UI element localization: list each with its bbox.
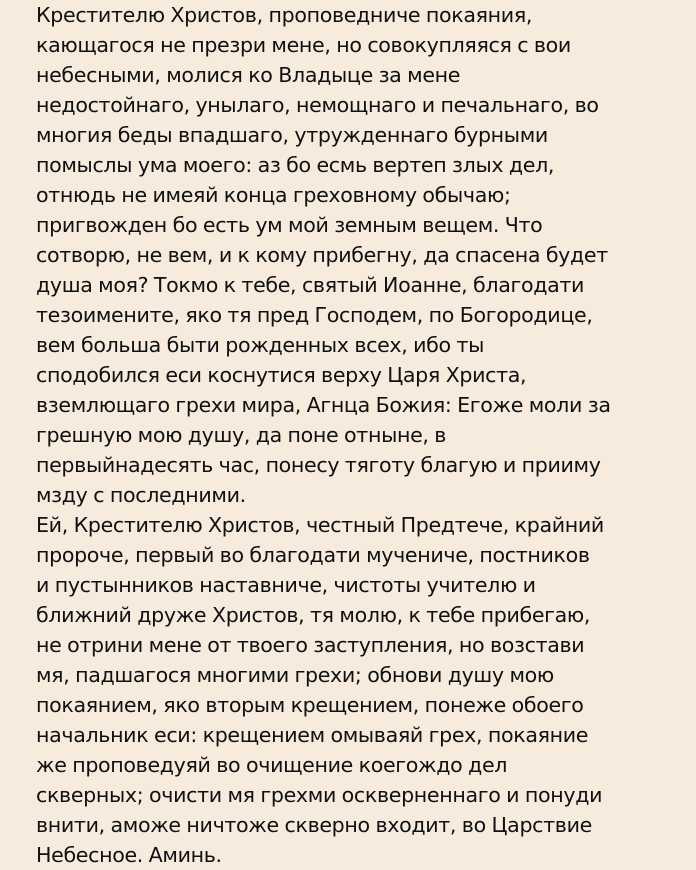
text-line: внити, аможе ничтоже скверно входит, во Царствие [36,813,592,837]
text-line: скверных; очисти мя грехми оскверненнаго и понуди [36,783,603,807]
paragraph-1 [36,0,672,510]
text-line: ближний друже Христов, тя молю, к тебе прибегаю, [36,603,591,627]
text-line: отнюдь не имеяй конца греховному обычаю; [36,183,511,207]
text-line: не отрини мене от твоего заступления, но возстави [36,633,585,657]
text-line: помыслы ума моего: аз бо есмь вертеп злых дел, [36,153,555,177]
text-line: покаянием, яко вторым крещением, понеже обоего [36,693,584,717]
text-line: тезоимените, яко тя пред Господем, по Богородице, [36,303,593,327]
text-line: пригвожден бо есть ум мой земным вещем. Что [36,213,543,237]
text-line: небесными, молися ко Владыце за мене [36,63,461,87]
text-line: Ей, Крестителю Христов, честный Предтече, крайний [36,513,604,537]
text-line: Небесное. Аминь. [36,843,222,867]
text-line: мзду с последними. [36,483,246,507]
text-line: вем больша быти рожденных всех, ибо ты [36,333,485,357]
text-line: недостойнаго, унылаго, немощнаго и печальнаго, во [36,93,599,117]
text-line: и пустынников наставниче, чистоты учителю и [36,573,536,597]
text-line: душа моя? Токмо к тебе, святый Иоанне, благодати [36,273,585,297]
text-line: первыйнадесять час, понесу тяготу благую и прииму [36,453,601,477]
text-line: сподобился еси коснутися верху Царя Христа, [36,363,527,387]
text-line: многия беды впадшаго, утружденнаго бурными [36,123,548,147]
text-line: грешную мою душу, да поне отныне, в [36,423,447,447]
text-line: мя, падшагося многими грехи; обнови душу мою [36,663,554,687]
text-line: же проповедуяй во очищение коегождо дел [36,753,508,777]
text-line: начальник еси: крещением омываяй грех, покаяние [36,723,589,747]
text-line: сотворю, не вем, и к кому прибегну, да спасена будет [36,243,608,267]
text-line: вземлющаго грехи мира, Агнца Божия: Егоже моли за [36,393,611,417]
paragraph-2 [36,510,672,870]
text-line: Крестителю Христов, проповедниче покаяния, [36,3,533,27]
text-line: пророче, первый во благодати мучениче, постников [36,543,590,567]
text-line: кающагося не презри мене, но совокупляяся с вои [36,33,571,57]
